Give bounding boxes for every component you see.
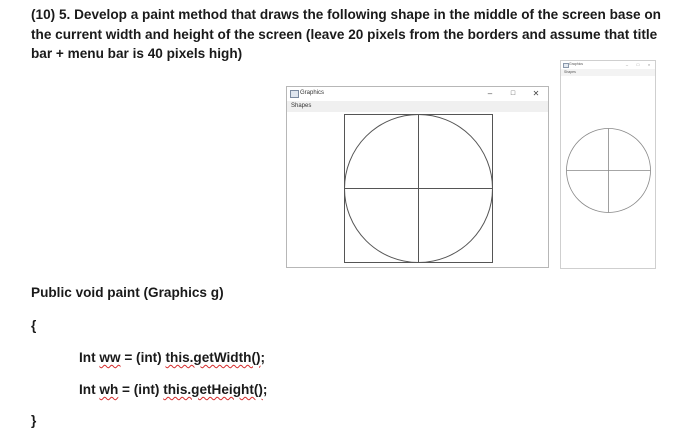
code-call: this.getHeight() — [163, 382, 263, 397]
code-var: ww — [99, 350, 121, 365]
menu-bar — [287, 101, 548, 112]
close-brace: } — [31, 413, 37, 428]
code-prefix: Int — [79, 350, 100, 365]
code-line-width — [79, 350, 265, 366]
maximize-button[interactable]: □ — [636, 62, 640, 67]
code-call: this.getWidth() — [165, 350, 261, 365]
shape-drawing — [566, 128, 651, 213]
code-line-height — [79, 382, 267, 398]
window-title: Graphics — [569, 62, 584, 66]
title-bar — [287, 87, 548, 101]
code-mid: = (int) — [120, 350, 166, 365]
menu-bar — [561, 69, 655, 76]
maximize-button[interactable]: □ — [510, 90, 516, 97]
window-title: Graphics — [300, 90, 325, 96]
menu-shapes[interactable]: Shapes — [564, 70, 576, 74]
title-bar — [561, 61, 655, 69]
method-signature: Public void paint (Graphics g) — [31, 285, 224, 300]
close-button[interactable]: ✕ — [532, 89, 540, 98]
minimize-button[interactable]: – — [625, 62, 629, 67]
shape-drawing — [344, 114, 494, 264]
code-prefix: Int — [79, 382, 100, 397]
code-suffix: ; — [262, 382, 268, 397]
open-brace: { — [31, 318, 37, 333]
code-mid: = (int) — [118, 382, 164, 397]
code-suffix: ; — [260, 350, 266, 365]
minimize-button[interactable]: – — [487, 89, 493, 98]
graphics-window-small — [560, 60, 656, 269]
graphics-window-large — [286, 86, 549, 268]
close-button[interactable]: × — [647, 62, 651, 67]
question-text: (10) 5. Develop a paint method that draws the following shape in the middle of the screen base on the current width and height of the screen (leave 20 pixels from the borders and assume that title bar + menu bar is 40 pixels high) — [31, 7, 661, 61]
code-var: wh — [99, 382, 119, 397]
app-icon — [290, 90, 299, 98]
menu-shapes[interactable]: Shapes — [291, 103, 312, 109]
